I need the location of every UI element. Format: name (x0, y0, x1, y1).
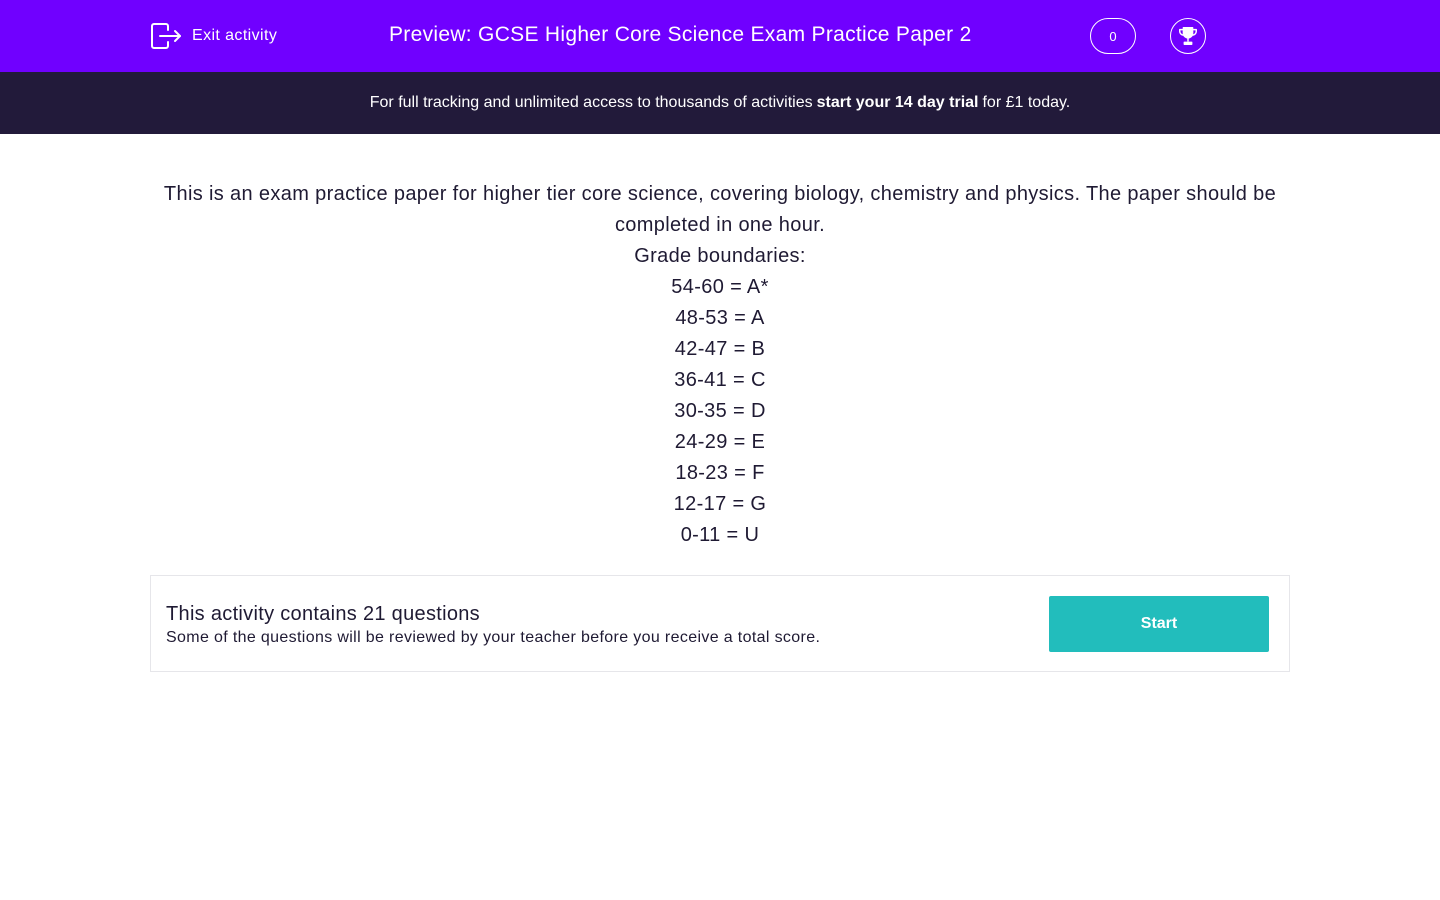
trophy-button[interactable] (1170, 18, 1206, 54)
review-notice: Some of the questions will be reviewed by your teacher before you receive a total score. (166, 629, 821, 646)
trial-promo-banner (0, 72, 1440, 134)
grade-boundary: 24-29 = E (674, 431, 766, 453)
grade-boundary: 0-11 = U (680, 524, 760, 546)
exit-icon (150, 22, 182, 50)
top-bar (0, 0, 1440, 72)
promo-text-before: For full tracking and unlimited access to thousands of activities (369, 94, 813, 111)
promo-text-after: for £1 today. (982, 94, 1071, 111)
exit-activity-button[interactable] (150, 22, 277, 50)
description-intro: This is an exam practice paper for higher tier core science, covering biology, chemistry and physics. The paper should be completed in one hour. (163, 183, 1277, 236)
grade-boundary: 42-47 = B (674, 338, 766, 360)
activity-info-card (150, 575, 1290, 672)
start-trial-link[interactable]: start your 14 day trial (816, 94, 979, 111)
trophy-icon (1177, 25, 1199, 47)
grade-boundary: 48-53 = A (675, 307, 765, 329)
grade-boundary: 12-17 = G (673, 493, 767, 515)
question-count-title: This activity contains 21 questions (166, 603, 480, 625)
start-button[interactable]: Start (1049, 596, 1269, 652)
score-counter: 0 (1090, 18, 1136, 54)
exit-activity-label: Exit activity (192, 27, 278, 44)
grade-boundaries-heading: Grade boundaries: (634, 245, 806, 267)
page-title: Preview: GCSE Higher Core Science Exam Practice Paper 2 (389, 23, 972, 46)
grade-boundary: 54-60 = A* (671, 276, 769, 298)
grade-boundary: 30-35 = D (674, 400, 766, 422)
grade-boundary: 18-23 = F (675, 462, 765, 484)
activity-description (150, 179, 1290, 551)
grade-boundary: 36-41 = C (674, 369, 766, 391)
